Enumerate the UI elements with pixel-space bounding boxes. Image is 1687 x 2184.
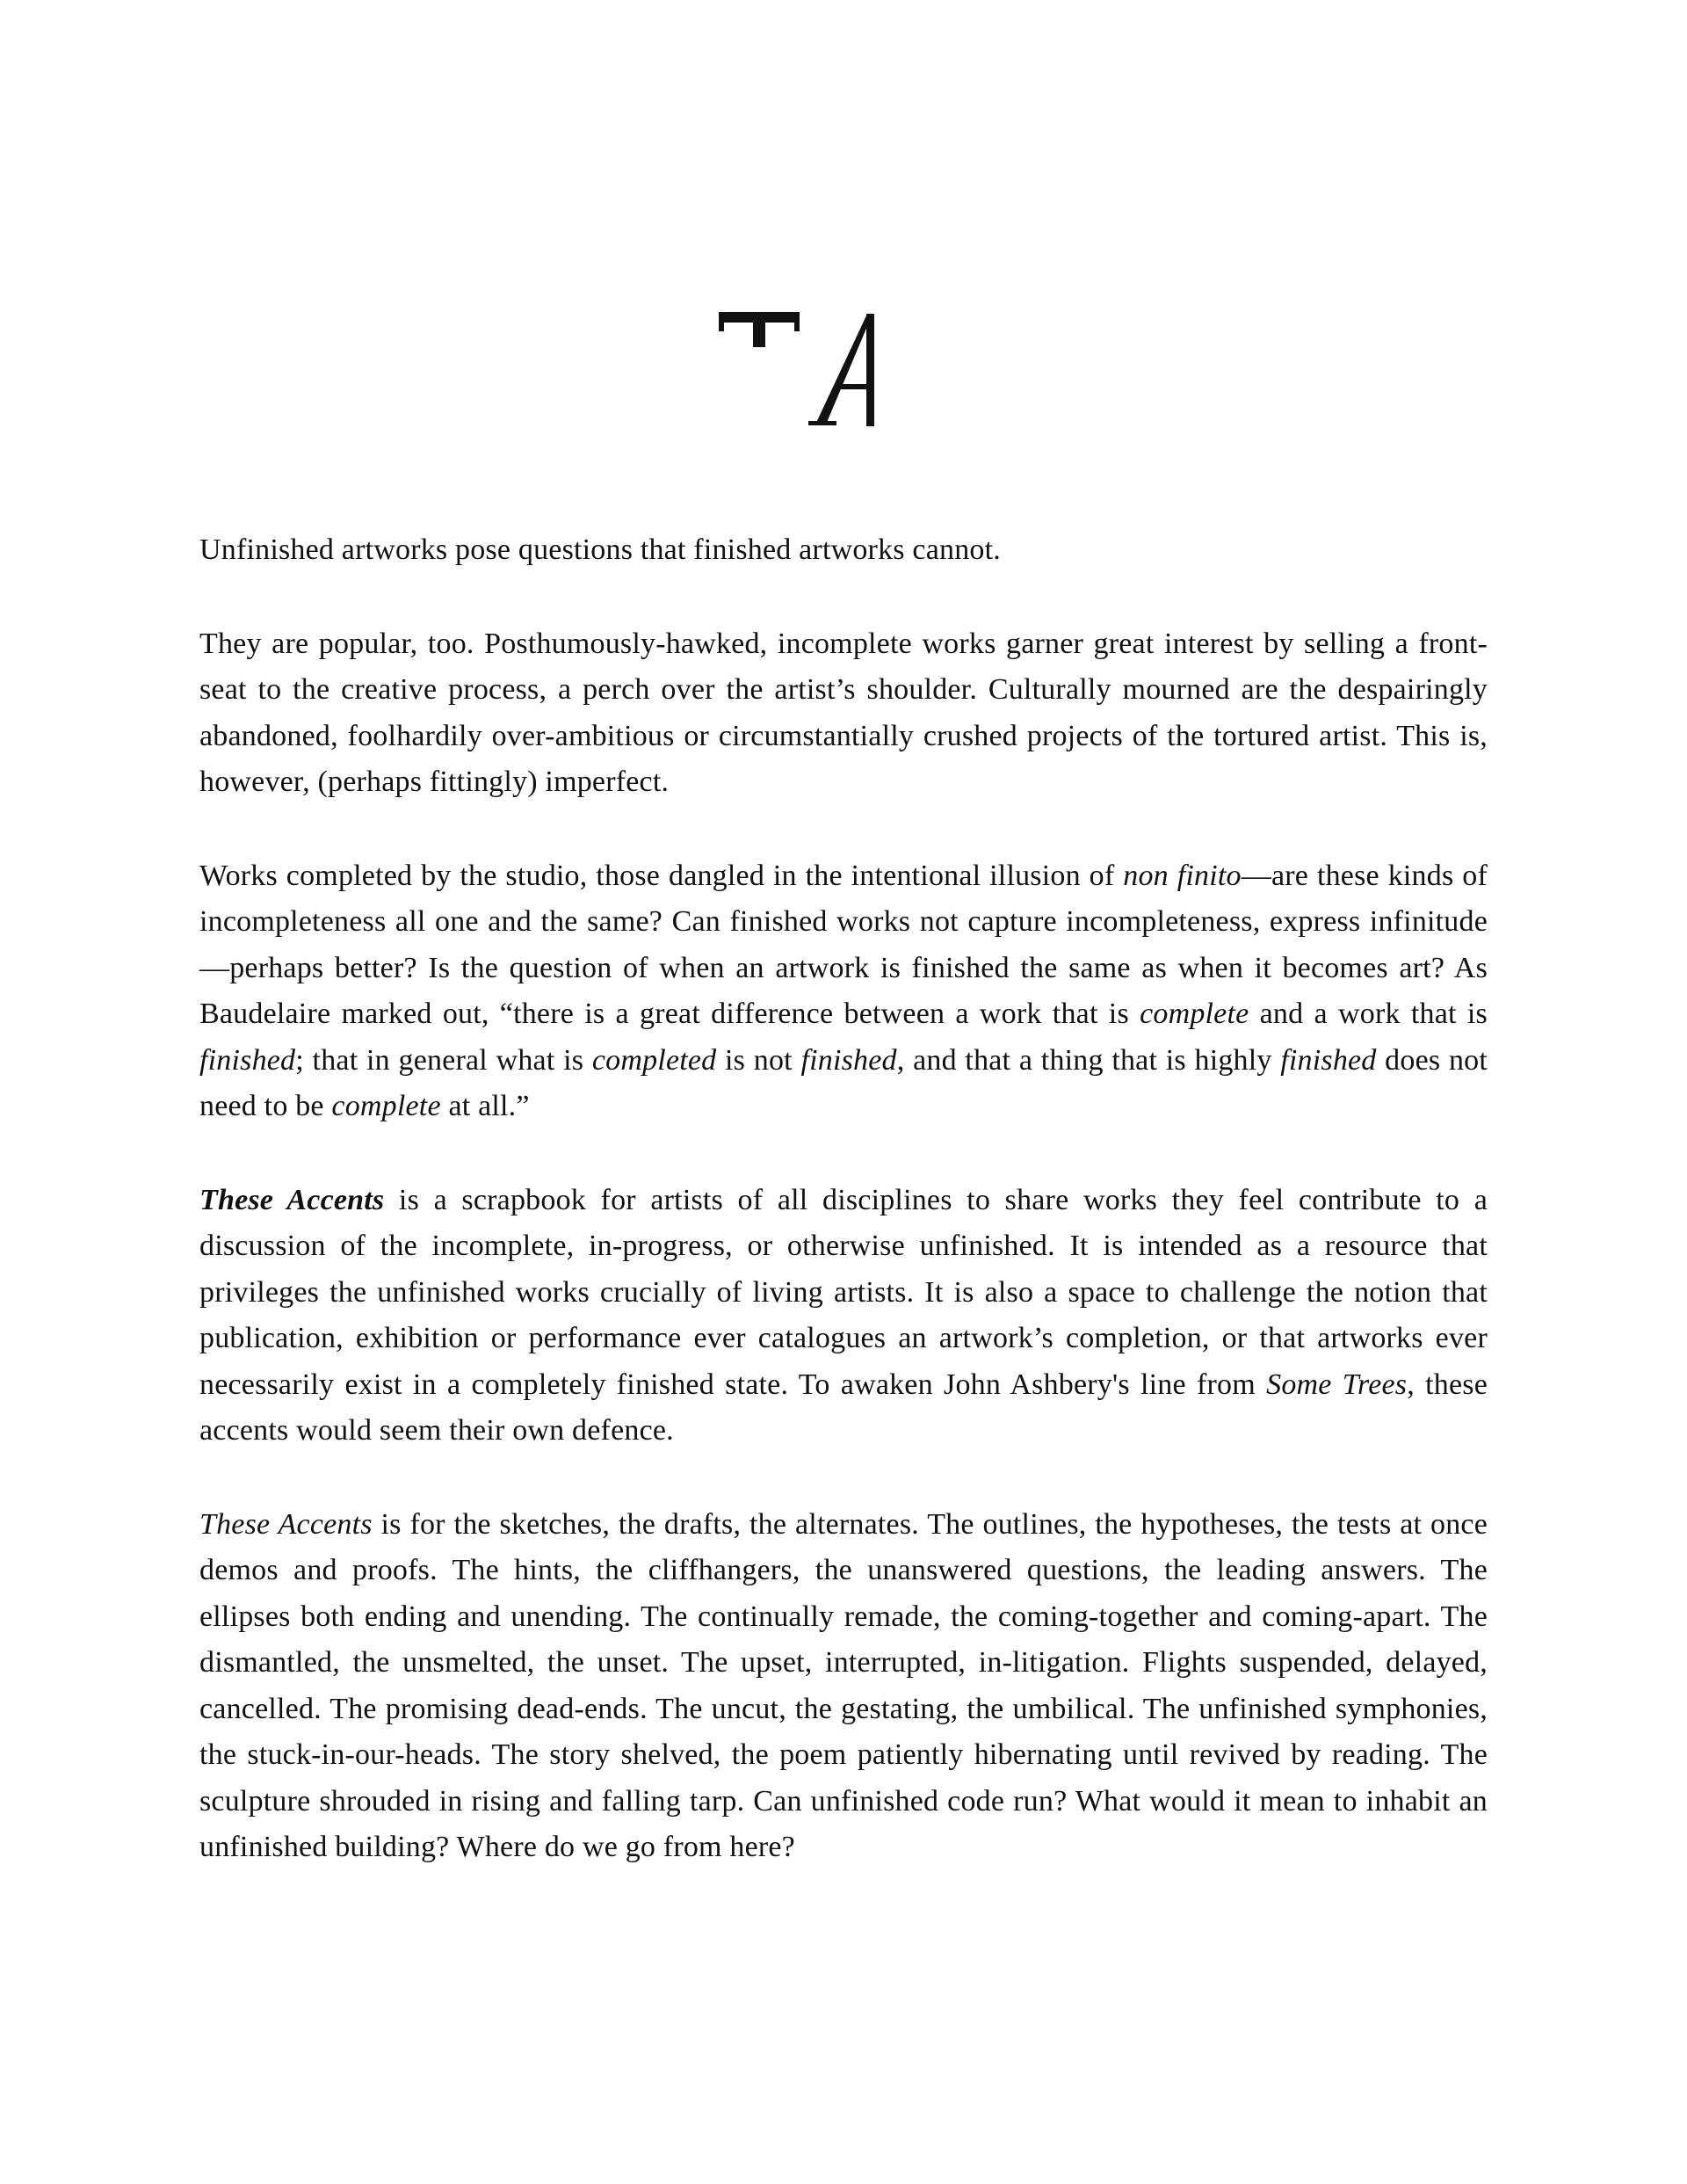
paragraph-2: They are popular, too. Posthumously-hawked, incomplete works garner great interest by selling a front-seat to the creative process, a perch over the artist’s shoulder. Culturally mourned are the despairingly abandoned, foolhardily over-ambitious or circumstantially crushed projects of the tortured artist. This is, however, (perhaps fittingly) imperfect. — [199, 627, 1488, 798]
paragraph-3 — [199, 853, 1488, 1130]
text-run: , these accents would seem their own defence. — [199, 1368, 1488, 1447]
emphasis-complete: complete — [331, 1090, 441, 1122]
ta-logo-icon — [712, 303, 887, 435]
text-run: is for the sketches, the drafts, the alternates. The outlines, the hypotheses, the tests at once demos and proofs. The hints, the cliffhangers, the unanswered questions, the leading answers. The ellipses both ending and unending. The continually remade, the coming-together and coming-apart. The dismantled, the unsmelted, the unset. The upset, interrupted, in-litigation. Flights suspended, delayed, cancelled. The promising dead-ends. The uncut, the gestating, the umbilical. The unfinished symphonies, the stuck-in-our-heads. The story shelved, the poem patiently hibernating until revived by reading. The sculpture shrouded in rising and falling tarp. Can unfinished code run? What would it mean to inhabit an unfinished building? Where do we go from here? — [199, 1507, 1488, 1863]
emphasis-finished: finished — [800, 1043, 897, 1077]
text-run: Works completed by the studio, those dangled in the intentional illusion of — [199, 859, 1124, 892]
emphasis-completed: completed — [591, 1043, 717, 1077]
emphasis-some-trees: Some Trees — [1266, 1368, 1408, 1401]
text-run: —are these kinds of incompleteness all one and the same? Can finished works not capture incompleteness, express infinitude—perhaps better? Is the question of when an artwork is finished the same as when it becomes art? As Baudelaire marked out, “there is a great difference between a work that is — [199, 859, 1488, 1030]
text-run: is not — [716, 1043, 801, 1077]
emphasis-finished: finished — [1280, 1043, 1377, 1077]
paragraph-1: Unfinished artworks pose questions that finished artworks cannot. — [199, 533, 1001, 566]
text-run: at all.” — [440, 1090, 530, 1122]
intro-text — [199, 527, 1488, 1919]
text-run: , and that a thing that is highly — [896, 1043, 1281, 1077]
publication-title: These Accents — [199, 1183, 385, 1216]
publication-title: These Accents — [199, 1507, 373, 1541]
emphasis-finished: finished — [199, 1043, 296, 1077]
emphasis-complete: complete — [1140, 998, 1249, 1030]
paragraph-5 — [199, 1502, 1488, 1871]
text-run: does not need to be — [199, 1043, 1488, 1122]
emphasis-non-finito: non finito — [1123, 859, 1242, 892]
text-run: and a work that is — [1249, 998, 1488, 1030]
text-run: ; that in general what is — [295, 1043, 592, 1077]
paragraph-4 — [199, 1178, 1488, 1455]
ta-logo-glyph — [712, 303, 887, 435]
text-run: is a scrapbook for artists of all disciplines to share works they feel contribute to a discussion of the incomplete, in-progress, or otherwise unfinished. It is intended as a resource that privileges the unfinished works crucially of living artists. It is also a space to challenge the notion that publication, exhibition or performance ever catalogues an artwork’s completion, or that artworks ever necessarily exist in a completely finished state. To awaken John Ashbery's line from — [199, 1183, 1488, 1401]
